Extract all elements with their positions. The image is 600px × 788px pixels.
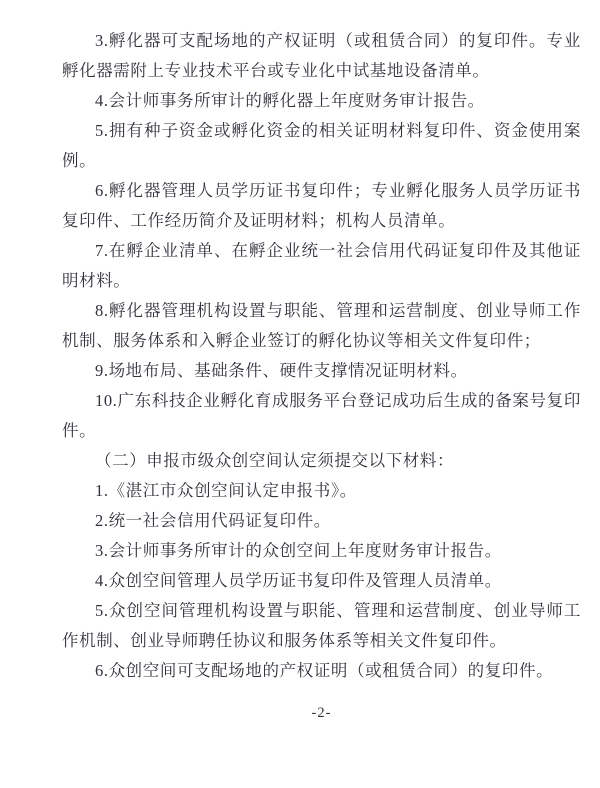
list-item-8: 8.孵化器管理机构设置与职能、管理和运营制度、创业导师工作机制、服务体系和入孵企业签订的孵化协议等相关文件复印件； [62, 301, 581, 350]
list-item-4: 4.会计师事务所审计的孵化器上年度财务审计报告。 [95, 91, 485, 110]
section2-item-4: 4.众创空间管理人员学历证书复印件及管理人员清单。 [95, 571, 502, 590]
section2-item-2: 2.统一社会信用代码证复印件。 [95, 511, 331, 530]
list-item-10: 10.广东科技企业孵化育成服务平台登记成功后生成的备案号复印件。 [62, 391, 581, 440]
section2-item-6: 6.众创空间可支配场地的产权证明（或租赁合同）的复印件。 [95, 661, 554, 680]
list-item-5: 5.拥有种子资金或孵化资金的相关证明材料复印件、资金使用案例。 [62, 121, 581, 170]
list-item-7: 7.在孵企业清单、在孵企业统一社会信用代码证复印件及其他证明材料。 [62, 241, 581, 290]
page-number: -2- [311, 705, 332, 721]
section2-item-1: 1.《湛江市众创空间认定申报书》。 [95, 481, 357, 500]
list-item-6: 6.孵化器管理人员学历证书复印件；专业孵化服务人员学历证书复印件、工作经历简介及证明材料；机构人员清单。 [62, 181, 581, 230]
list-item-9: 9.场地布局、基础条件、硬件支撑情况证明材料。 [95, 361, 468, 380]
section2-item-3: 3.会计师事务所审计的众创空间上年度财务审计报告。 [95, 541, 502, 560]
section-2-heading: （二）申报市级众创空间认定须提交以下材料： [95, 451, 455, 470]
section2-item-5: 5.众创空间管理机构设置与职能、管理和运营制度、创业导师工作机制、创业导师聘任协议和服务体系等相关文件复印件。 [62, 601, 581, 650]
document-body [62, 26, 581, 686]
list-item-3: 3.孵化器可支配场地的产权证明（或租赁合同）的复印件。专业孵化器需附上专业技术平台或专业化中试基地设备清单。 [62, 31, 581, 80]
